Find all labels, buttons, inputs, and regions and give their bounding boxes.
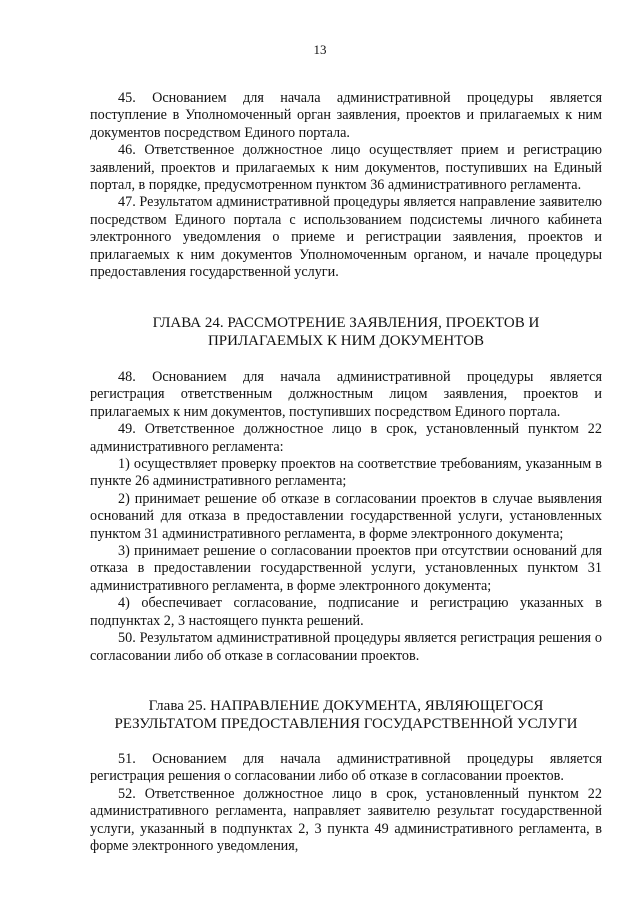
paragraph-49-item-1: 1) осуществляет проверку проектов на соответствие требованиям, указанным в пункте 26 административного регламента;: [90, 456, 602, 490]
paragraph-49-item-2: 2) принимает решение об отказе в согласовании проектов в случае выявления оснований для отказа в предоставлении государственной услуги, установленных пунктом 31 административного регламента, в форме электронного документа;: [90, 490, 602, 542]
paragraph-49-item-3: 3) принимает решение о согласовании проектов при отсутствии оснований для отказа в предоставлении государственной услуги, установленных пунктом 31 административного регламента, в форме электронного документа;: [90, 543, 602, 594]
chapter-25-heading: [90, 697, 602, 733]
chapter-25-paragraphs: [90, 751, 602, 855]
chapter-24-heading: [90, 314, 602, 350]
chapter-24-paragraphs: [90, 369, 602, 665]
paragraph-50: 50. Результатом административной процедуры является регистрация решения о согласовании либо об отказе в согласовании проектов.: [90, 630, 602, 664]
paragraph-49-item-4: 4) обеспечивает согласование, подписание и регистрацию указанных в подпунктах 2, 3 настоящего пункта решений.: [90, 595, 602, 629]
page-number: 13: [313, 42, 327, 57]
paragraph-51: 51. Основанием для начала административной процедуры является регистрация решения о согласовании либо об отказе в согласовании проектов.: [90, 751, 602, 785]
paragraph-49: 49. Ответственное должностное лицо в срок, установленный пунктом 22 административного регламента:: [90, 421, 602, 455]
paragraph-48: 48. Основанием для начала административной процедуры является регистрация ответственным должностным лицом заявления, проектов и прилагаемых к ним документов, поступивших посредством Единого портала.: [90, 369, 602, 420]
paragraph-46: 46. Ответственное должностное лицо осуществляет прием и регистрацию заявлений, проектов и прилагаемых к ним документов, поступивших на Единый портал, в порядке, предусмотренном пунктом 36 административного регламента.: [90, 142, 602, 194]
paragraph-45: 45. Основанием для начала административной процедуры является поступление в Уполномоченный орган заявления, проектов и прилагаемых к ним документов посредством Единого портала.: [90, 90, 602, 141]
chapter-24-heading-line1: ГЛАВА 24. РАССМОТРЕНИЕ ЗАЯВЛЕНИЯ, ПРОЕКТОВ И: [152, 315, 540, 331]
paragraph-47: 47. Результатом административной процедуры является направление заявителю посредством Единого портала с использованием подсистемы личного кабинета электронного уведомления о приеме и регистрации заявления, проектов и прилагаемых к ним документов Уполномоченным органом, и начале процедуры предоставления государственной услуги.: [90, 194, 602, 281]
paragraph-52: 52. Ответственное должностное лицо в срок, установленный пунктом 22 административного регламента, направляет заявителю результат государственной услуги, указанный в подпунктах 2, 3 пункта 49 административного регламента, в форме электронного уведомления,: [90, 785, 602, 855]
section-intro-paragraphs: [90, 90, 602, 281]
chapter-24-heading-line2: ПРИЛАГАЕМЫХ К НИМ ДОКУМЕНТОВ: [207, 333, 485, 349]
chapter-25-heading-line1: Глава 25. НАПРАВЛЕНИЕ ДОКУМЕНТА, ЯВЛЯЮЩЕГОСЯ: [148, 698, 544, 714]
chapter-25-heading-line2: РЕЗУЛЬТАТОМ ПРЕДОСТАВЛЕНИЯ ГОСУДАРСТВЕННОЙ УСЛУГИ: [114, 716, 578, 732]
